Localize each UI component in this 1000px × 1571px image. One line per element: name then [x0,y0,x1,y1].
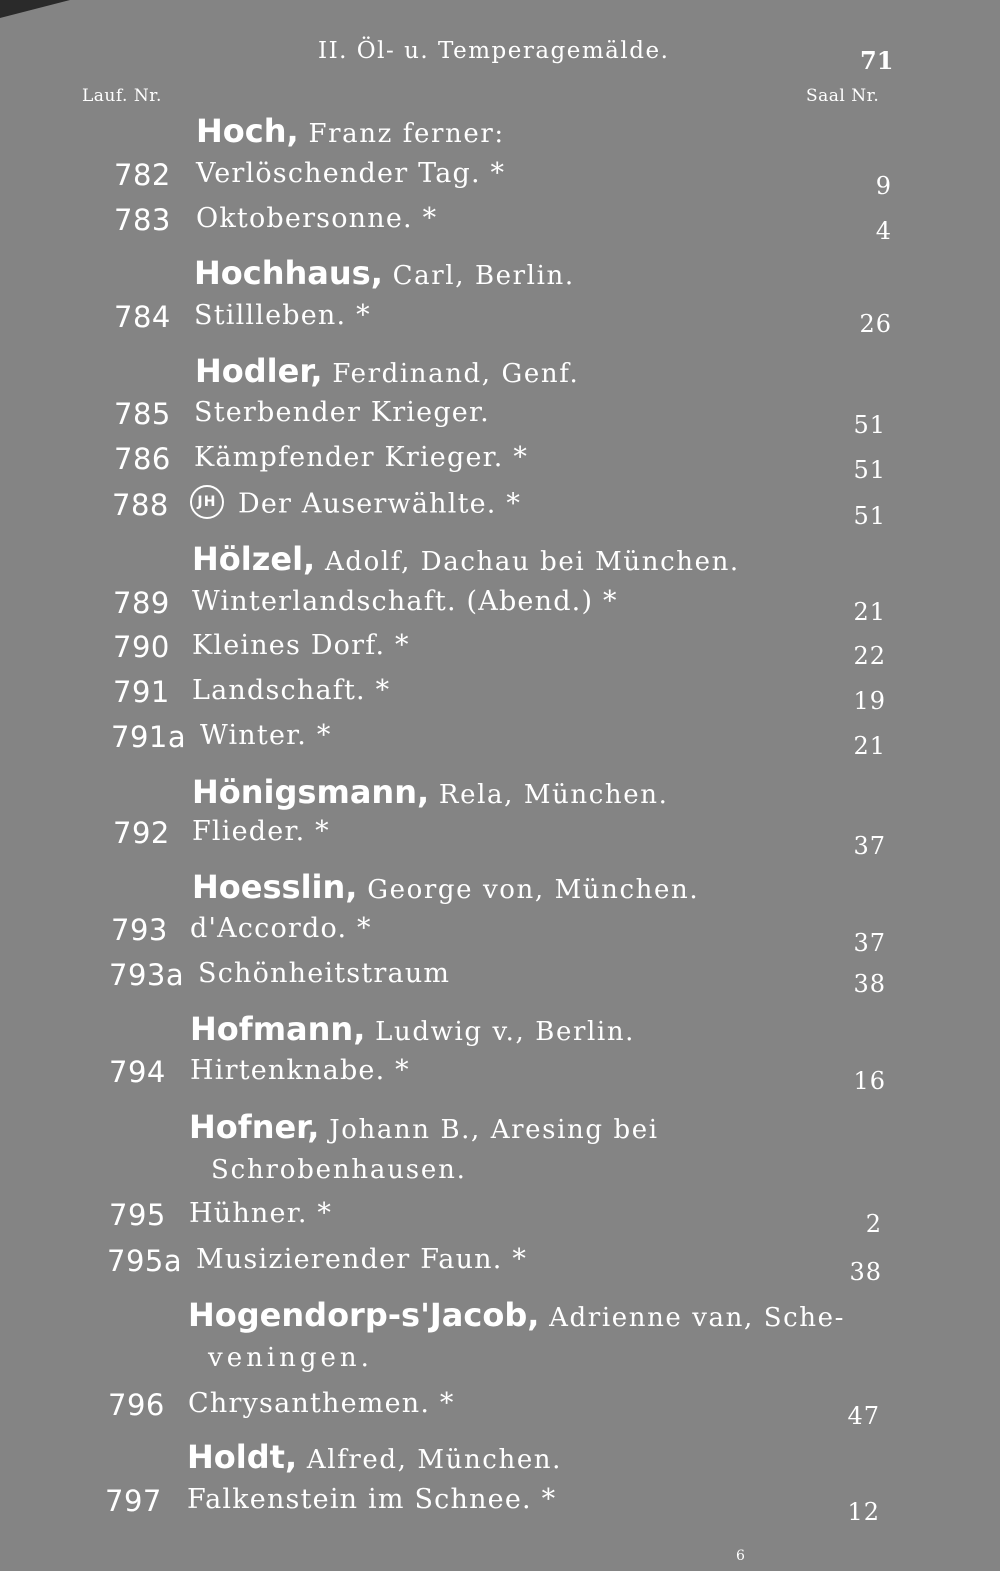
room-number: 21 [853,732,886,760]
entry-number: 783 [114,203,171,237]
entry-title: Musizierender Faun. * [196,1244,528,1275]
artist-heading [0,254,1000,294]
catalog-entry [0,675,1000,715]
entry-number: 796 [108,1388,165,1422]
catalog-entry [0,1388,1000,1428]
entry-title: Schönheitstraum [198,958,451,989]
artist-details-continued: Schrobenhausen. [211,1155,467,1185]
entry-number: 793a [109,958,185,992]
entry-title: Kleines Dorf. * [192,630,410,661]
catalog-entry [0,1244,1000,1284]
catalog-entry [0,816,1000,860]
room-number: 21 [853,598,886,626]
artist-name: Hofner, [189,1108,320,1146]
catalog-entry [0,300,1000,340]
artist-name: Hönigsmann, [192,773,430,811]
artist-name: Hoch, [196,112,299,150]
catalog-entry [0,630,1000,670]
entry-title: Sterbender Krieger. [194,397,490,428]
entry-title: Winterlandschaft. (Abend.) * [192,586,618,617]
entry-title: Der Auserwählte. * [238,488,522,520]
entry-title: d'Accordo. * [190,913,372,944]
room-number: 22 [853,642,886,670]
signature-mark: 6 [736,1548,745,1564]
artist-name: Hodler, [195,352,323,390]
catalog-entry [0,586,1000,626]
entry-number: 791 [113,675,170,709]
artist-name: Hofmann, [190,1010,366,1048]
entry-number: 794 [109,1055,166,1089]
artist-heading [0,352,1000,392]
entry-title: Hirtenknabe. * [190,1055,410,1086]
room-number: 38 [853,970,886,998]
entry-number: 793 [111,913,168,947]
catalog-entry [0,442,1000,482]
artist-name: Holdt, [187,1438,298,1476]
entry-title: Chrysanthemen. * [188,1388,455,1419]
catalog-entry [0,913,1000,957]
room-number: 4 [875,217,892,245]
room-number: 51 [853,456,886,484]
artist-details: Carl, Berlin. [392,261,575,291]
artist-heading [0,1108,1000,1148]
entry-number: 789 [113,586,170,620]
artist-details: George von, München. [367,875,700,905]
room-number: 37 [853,832,886,860]
catalog-entry [0,1198,1000,1238]
entry-title: Oktobersonne. * [196,203,438,234]
artist-name: Hölzel, [192,540,316,578]
artist-name: Hochhaus, [194,254,383,292]
room-number: 51 [853,502,886,530]
section-header: II. Öl- u. Temperagemälde. [318,38,670,64]
entry-number: 792 [113,816,170,850]
artist-heading [0,1010,1000,1050]
catalog-entry [0,397,1000,437]
catalog-entry [0,720,1000,760]
catalog-entry [0,1055,1000,1095]
artist-details: Ludwig v., Berlin. [375,1017,636,1047]
entry-number: 791a [111,720,187,754]
room-number: 37 [853,929,886,957]
artist-heading [0,112,1000,152]
catalog-entry [0,203,1000,243]
room-number: 51 [853,411,886,439]
entry-number: 795a [107,1244,183,1278]
entry-number: 785 [114,397,171,431]
artist-details: Franz ferner: [308,119,505,149]
room-number: 2 [865,1210,882,1238]
entry-number: 790 [113,630,170,664]
artist-name: Hoesslin, [192,868,358,906]
room-number: 19 [853,687,886,715]
entry-title: Verlöschender Tag. * [196,158,506,189]
column-header-saal-nr: Saal Nr. [806,86,880,106]
artist-details: Ferdinand, Genf. [332,359,580,389]
room-number: 26 [859,310,892,338]
catalog-entry [0,1484,1000,1524]
room-number: 16 [853,1067,886,1095]
artist-details: Johann B., Aresing bei [329,1115,659,1145]
entry-number: 782 [114,158,171,192]
room-number: 47 [847,1402,880,1430]
artist-details: Adolf, Dachau bei München. [324,547,740,577]
room-number: 12 [847,1498,880,1526]
entry-number: 788 [112,488,169,522]
catalog-entry [0,158,1000,198]
entry-number: 786 [114,442,171,476]
artist-heading [0,1438,1000,1478]
entry-title: Landschaft. * [192,675,391,706]
artist-heading [0,868,1000,908]
artist-details: Adrienne van, Sche- [549,1303,846,1333]
entry-number: 784 [114,300,171,334]
entry-title: Hühner. * [189,1198,333,1229]
artist-name: Hogendorp-s'Jacob, [188,1296,540,1334]
monogram-icon: JH [190,485,224,519]
catalog-entry [0,488,1000,528]
artist-details-continued: veningen. [208,1343,373,1373]
artist-details: Rela, München. [438,780,669,810]
artist-heading [0,1296,1000,1336]
artist-details: Alfred, München. [306,1445,563,1475]
column-header-lauf-nr: Lauf. Nr. [82,86,162,106]
artist-heading [0,773,1000,813]
artist-heading-continued [0,1343,1000,1383]
entry-title: Winter. * [200,720,332,751]
page-number: 71 [860,46,894,75]
entry-title: Flieder. * [192,816,330,847]
entry-number: 797 [105,1484,162,1518]
artist-heading-continued [0,1155,1000,1195]
scan-corner-shadow [0,0,70,18]
entry-title: Stillleben. * [194,300,371,331]
room-number: 38 [849,1258,882,1286]
artist-heading [0,540,1000,580]
entry-title: Falkenstein im Schnee. * [187,1484,557,1515]
entry-number: 795 [109,1198,166,1232]
room-number: 9 [875,172,892,200]
entry-title: Kämpfender Krieger. * [194,442,529,473]
catalog-entry [0,958,1000,998]
